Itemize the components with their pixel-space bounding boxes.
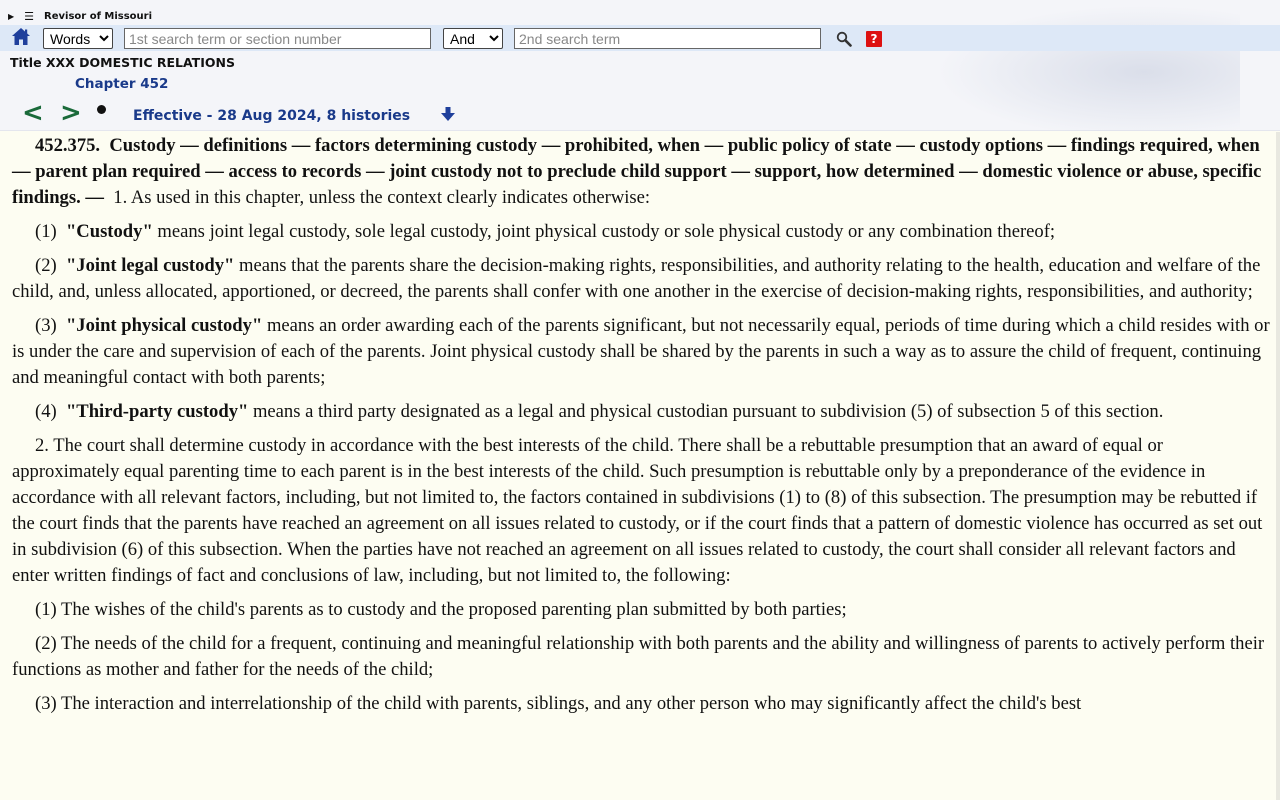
menu-icon[interactable]: ☰ [24, 9, 35, 23]
section-heading: Custody — definitions — factors determining custody — prohibited, when — public policy of state — custody options — findings required, when — parent plan required — access to records — joint custody not to preclude child support — support, how determined — domestic violence or abuse, specific findings. — [12, 135, 1262, 208]
home-icon[interactable] [11, 27, 31, 46]
search-bar [0, 25, 1280, 51]
definition-1 [12, 219, 1272, 245]
definition-number: (3) [35, 315, 57, 336]
definition-3 [12, 313, 1272, 391]
section-heading-paragraph [12, 133, 1272, 211]
factor-1: (1) The wishes of the child's parents as to custody and the proposed parenting plan submitted by both parties; [35, 599, 847, 620]
definition-text: means an order awarding each of the parents significant, but not necessarily equal, periods of time during which a child resides with or is under the care and supervision of each of the parents. Joint physical custody shall be shared by the parents in such a way as to assure the child of frequent, continuing and meaningful contact with both parents; [12, 315, 1270, 388]
definition-number: (4) [35, 401, 57, 422]
search-icon[interactable] [836, 31, 852, 47]
definition-term: "Third-party custody" [65, 401, 249, 422]
factor-3: (3) The interaction and interrelationship of the child with parents, siblings, and any other person who may significantly affect the child's best [35, 693, 1082, 714]
scrollbar[interactable] [1276, 132, 1280, 800]
definition-term: "Custody" [65, 221, 153, 242]
arrow-down-icon[interactable] [440, 106, 456, 122]
definition-2 [12, 253, 1272, 305]
definition-text: means a third party designated as a legal and physical custodian pursuant to subdivision (5) of subsection 5 of this section. [252, 401, 1164, 422]
definition-4 [12, 399, 1272, 425]
header [0, 0, 1280, 131]
expand-triangle-icon[interactable]: ▶ [8, 11, 15, 21]
factor-2: (2) The needs of the child for a frequent, continuing and meaningful relationship with both parents and the ability and willingness of parents to actively perform their functions as mother and father for the needs of the child; [12, 633, 1265, 680]
effective-date-link[interactable]: Effective - 28 Aug 2024, 8 histories [133, 108, 411, 124]
section-number: 452.375. [35, 135, 101, 156]
definition-number: (2) [35, 255, 57, 276]
subsection-1-intro: 1. As used in this chapter, unless the context clearly indicates otherwise: [113, 187, 651, 208]
seal-watermark [920, 0, 1240, 131]
site-name[interactable]: Revisor of Missouri [44, 10, 153, 22]
previous-section-button[interactable]: < [22, 98, 44, 128]
section-content [0, 132, 1280, 800]
subsection-2: 2. The court shall determine custody in accordance with the best interests of the child. There shall be a rebuttable presumption that an award of equal or approximately equal parenting time to each parent is in the best interests of the child. Such presumption is rebuttable only by a preponderance of the evidence in accordance with all relevant factors, including, but not limited to, the factors contained in subdivisions (1) to (8) of this subsection. The presumption may be rebutted if the court finds that the parents have reached an agreement on all issues related to custody, or if the court finds that a pattern of domestic violence has occurred as set out in subdivision (6) of this subsection. When the parties have not reached an agreement on all issues related to custody, the court shall consider all relevant factors and enter written findings of fact and conclusions of law, including, but not limited to, the following: [12, 435, 1263, 586]
top-bar [8, 9, 152, 23]
definition-number: (1) [35, 221, 57, 242]
search-operator-select[interactable] [443, 28, 503, 49]
next-section-button[interactable]: > [60, 98, 82, 128]
definition-term: "Joint physical custody" [65, 315, 263, 336]
current-section-dot-icon[interactable] [97, 105, 106, 114]
definition-term: "Joint legal custody" [65, 255, 235, 276]
definition-text: means joint legal custody, sole legal custody, joint physical custody or sole physical custody or any combination thereof; [157, 221, 1056, 242]
search-mode-select[interactable] [43, 28, 113, 49]
chapter-link[interactable]: Chapter 452 [75, 76, 169, 92]
title-line[interactable]: Title XXX DOMESTIC RELATIONS [10, 55, 235, 70]
second-search-term-input[interactable] [514, 28, 821, 49]
first-search-term-input[interactable] [124, 28, 431, 49]
definition-text: means that the parents share the decision-making rights, responsibilities, and authority relating to the health, education and welfare of the child, and, unless allocated, apportioned, or decreed, the parents shall confer with one another in the exercise of decision-making rights, responsibilities, and authority; [12, 255, 1261, 302]
help-icon[interactable]: ? [866, 31, 882, 47]
